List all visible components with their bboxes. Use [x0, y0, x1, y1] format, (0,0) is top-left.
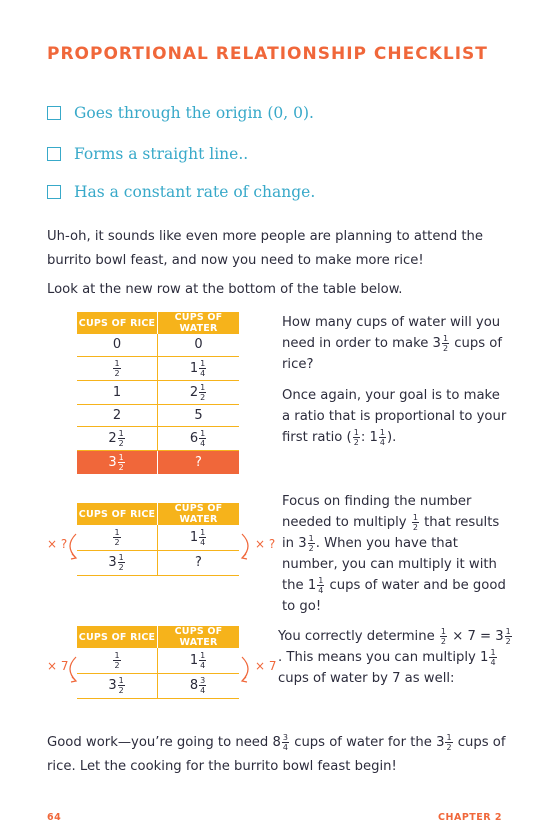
cell-water-unknown: ? [158, 450, 240, 474]
cell-water: 1 $\frac{1}{4}$ [158, 648, 240, 673]
header-rice: CUPS OF RICE [77, 503, 158, 525]
solution-line-3: cups of water by 7 as well: [278, 671, 455, 686]
cell-water: 6 $\frac{1}{4}$ [158, 426, 240, 450]
cell-rice: $\frac{1}{2}$ [77, 525, 158, 550]
ratio-table-solved [77, 626, 239, 699]
cell-rice: $\frac{1}{2}$ [77, 356, 158, 380]
cell-rice: 0 [77, 334, 158, 356]
curved-arrow-icon [240, 655, 254, 683]
focus-line: Focus on finding the number needed to multiply [282, 494, 472, 530]
header-rice: CUPS OF RICE [77, 626, 158, 648]
intro-paragraph: Uh-oh, it sounds like even more people are planning to attend the burrito bowl feast, and now you need to make more rice! [47, 229, 484, 268]
header-water: CUPS OF WATER [158, 503, 240, 525]
checklist-item[interactable] [47, 145, 248, 163]
cell-water: 0 [158, 334, 240, 356]
header-water: CUPS OF WATER [158, 312, 240, 334]
cell-rice: $\frac{1}{2}$ [77, 648, 158, 673]
ratio-table-unknown [77, 503, 239, 576]
solution-line-2: This means you can multiply [286, 650, 476, 665]
question-text: How many cups of water will you need in order to make 3 $\frac{1}{2}$ cups of rice? [282, 315, 503, 372]
cell-water: 1 $\frac{1}{4}$ [158, 525, 240, 550]
solution-period: . [278, 650, 283, 665]
cell-rice: 2 [77, 404, 158, 426]
goal-text: Once again, your goal is to make a ratio that is proportional to your first ratio ( $\frac{1}{2}$ : 1 $\frac{1}{4}$ ). [282, 388, 507, 447]
page-title: PROPORTIONAL RELATIONSHIP CHECKLIST [47, 44, 488, 64]
conclusion-paragraph: Good work—you’re going to need 8 $\frac{3}{4}$ cups of water for the 3 $\frac{1}{2}$ cups of rice. Let the cooking for the burrito bowl feast begin! [47, 732, 506, 774]
focus-line-2: that results in [282, 515, 500, 551]
goal-line-end: ). [386, 430, 397, 445]
cell-water: ? [158, 550, 240, 575]
multiplier-left-label: × 7 [47, 659, 69, 673]
focus-text: Focus on finding the number needed to multiply $\frac{1}{2}$ that results in 3 $\frac{1}{2}$ . When you have that number, you can multiply it with the 1 $\frac{1}{4}$ cups of water and be good to go! [282, 494, 506, 614]
curved-arrow-icon [64, 655, 78, 683]
focus-line-3: . When you have that number, you can multiply it with the [282, 536, 497, 593]
checklist-item[interactable] [47, 104, 314, 122]
cell-water: 5 [158, 404, 240, 426]
cell-rice: 3 $\frac{1}{2}$ [77, 550, 158, 575]
ratio-colon: : [360, 430, 366, 445]
curved-arrow-icon [64, 532, 78, 560]
focus-line-4: cups of water and be good to go! [282, 578, 506, 614]
conclusion-end: cups of rice. Let the cooking for the burrito bowl feast begin! [47, 735, 506, 774]
checklist-label: Forms a straight line.. [74, 145, 249, 163]
chapter-label: CHAPTER 2 [438, 812, 502, 823]
intro-instruction: Look at the new row at the bottom of the table below. [47, 282, 403, 297]
multiplier-right-label: × ? [255, 537, 276, 551]
checkbox-icon[interactable] [47, 147, 61, 161]
solution-eq: × 7 = [452, 629, 492, 644]
cell-rice: 1 [77, 380, 158, 404]
solution-text: You correctly determine $\frac{1}{2}$ × 7 = 3 $\frac{1}{2}$ . This means you can multiply 1 $\frac{1}{4}$ cups of water by 7 as well: [278, 626, 511, 686]
conclusion-mid: cups of water for the [294, 735, 432, 750]
goal-line: Once again, your goal is to make a ratio that is proportional to your first ratio ( [282, 388, 507, 445]
question-line: How many cups of water will you need in order to make 3 [282, 315, 501, 351]
checkbox-icon[interactable] [47, 106, 61, 120]
cell-water: 1 $\frac{1}{4}$ [158, 356, 240, 380]
cell-rice: 2 $\frac{1}{2}$ [77, 426, 158, 450]
cell-rice-new: 3 $\frac{1}{2}$ [77, 450, 158, 474]
curved-arrow-icon [240, 532, 254, 560]
multiplier-left-label: × ? [47, 537, 68, 551]
page-number: 64 [47, 812, 62, 823]
solution-line: You correctly determine [278, 629, 435, 644]
header-water: CUPS OF WATER [158, 626, 240, 648]
cell-rice: 3 $\frac{1}{2}$ [77, 673, 158, 698]
question-line-end: cups of rice? [282, 336, 503, 372]
cell-water: 2 $\frac{1}{2}$ [158, 380, 240, 404]
checklist-label: Has a constant rate of change. [74, 183, 316, 201]
conclusion-line: Good work—you’re going to need [47, 735, 269, 750]
multiplier-right-label: × 7 [255, 659, 277, 673]
checklist-item[interactable] [47, 183, 315, 201]
checkbox-icon[interactable] [47, 185, 61, 199]
checklist-label: Goes through the origin (0, 0). [74, 104, 314, 122]
rice-water-table [77, 312, 239, 474]
cell-water-answer: 8 $\frac{3}{4}$ [158, 673, 240, 698]
header-rice: CUPS OF RICE [77, 312, 158, 334]
